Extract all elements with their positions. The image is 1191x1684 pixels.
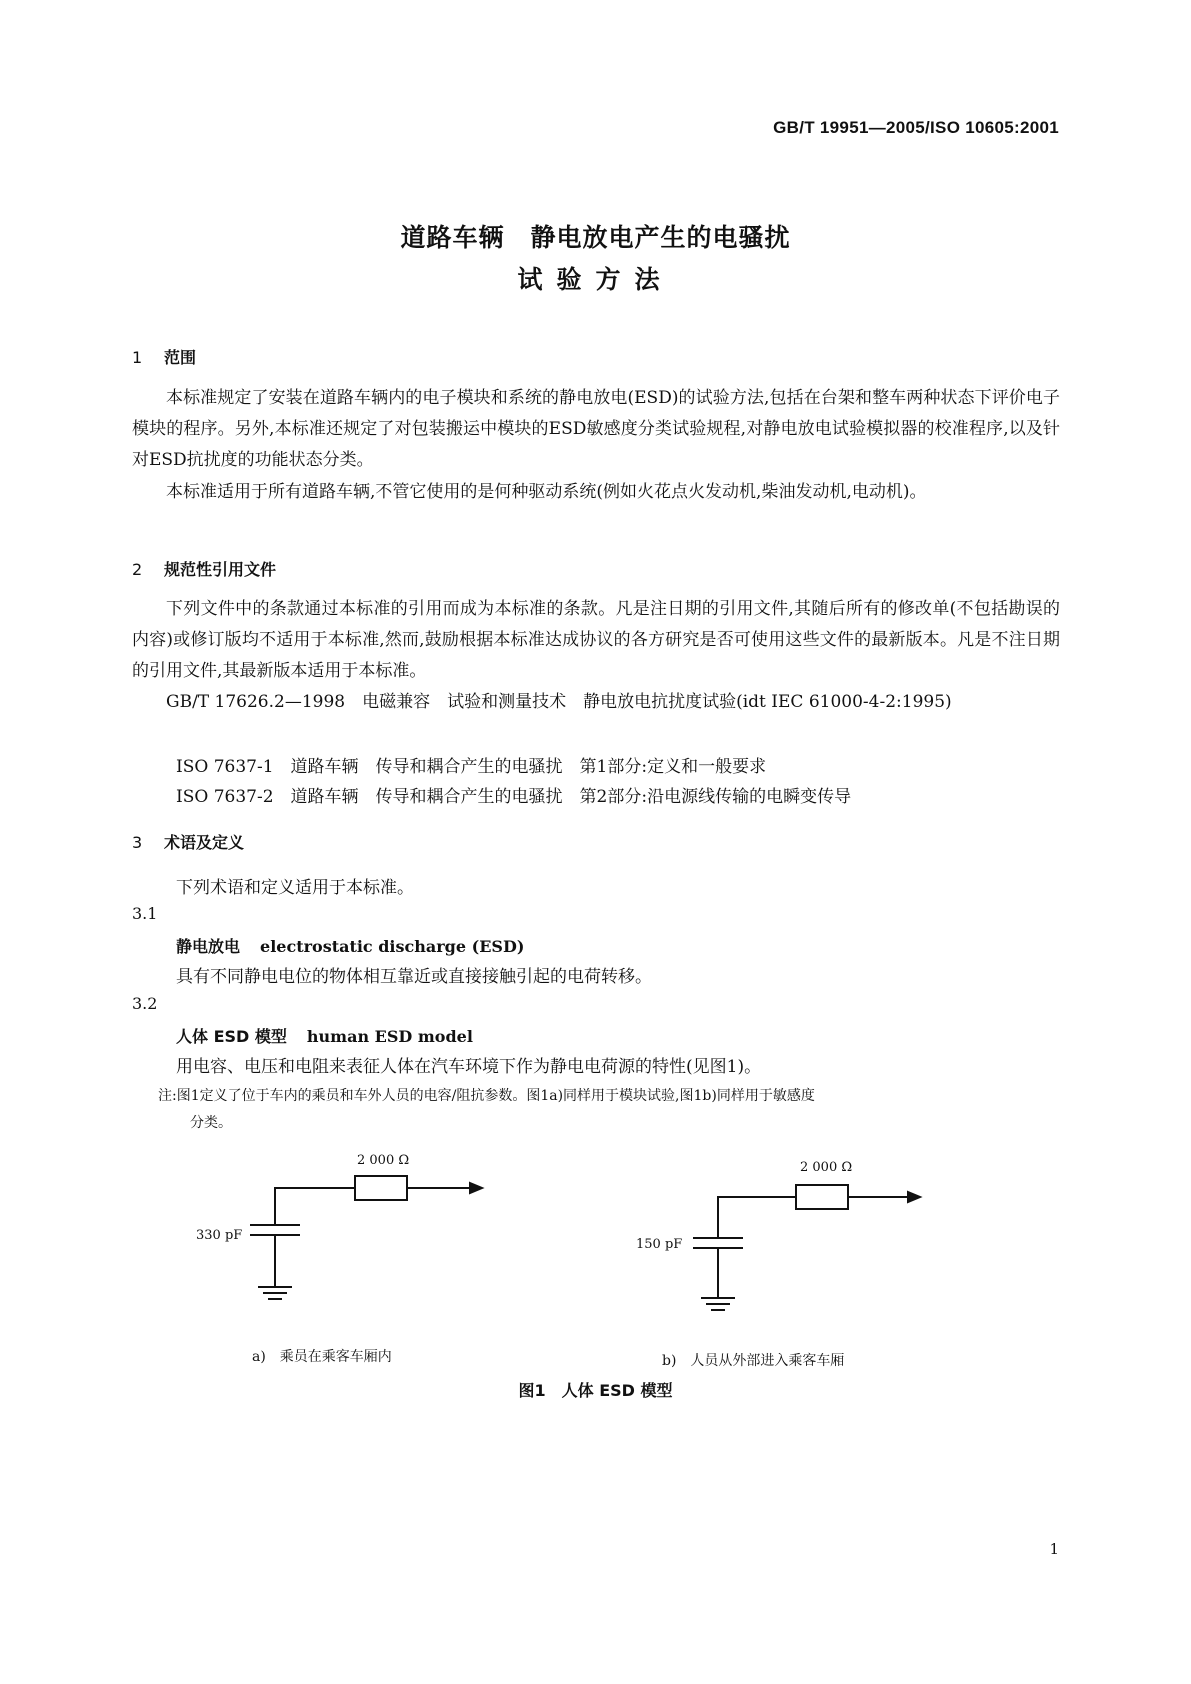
- figure-1b-label: b) 人员从外部进入乘客车厢: [662, 1353, 845, 1369]
- figure-1-diagram: [0, 1140, 1191, 1340]
- section-1-heading: [132, 345, 196, 368]
- normative-reference-1: GB/T 17626.2—1998 电磁兼容 试验和测量技术 静电放电抗扰度试验(idt IEC 61000-4-2:1995): [166, 692, 952, 712]
- capacitor-b-label: 150 pF: [636, 1237, 683, 1252]
- section-title: 规范性引用文件: [164, 560, 277, 579]
- standard-code: GB/T 19951—2005/ISO 10605:2001: [773, 118, 1059, 137]
- term-esd: [176, 934, 524, 957]
- section-title: 范围: [164, 348, 197, 367]
- figure-1a-label: a) 乘员在乘客车厢内: [252, 1349, 392, 1365]
- wire: [718, 1197, 796, 1238]
- definition-human-esd-model: 用电容、电压和电阻来表征人体在汽车环境下作为静电电荷源的特性(见图1)。: [176, 1057, 762, 1077]
- term-english: human ESD model: [306, 1027, 473, 1046]
- resistor-a-label: 2 000 Ω: [357, 1153, 410, 1168]
- resistor-b-label: 2 000 Ω: [800, 1160, 853, 1175]
- definition-esd: 具有不同静电电位的物体相互靠近或直接接触引起的电荷转移。: [176, 967, 652, 987]
- document-title-line2: 试验方法: [517, 265, 674, 294]
- section-number: 1: [132, 348, 143, 367]
- section-1-paragraph-1: 本标准规定了安装在道路车辆内的电子模块和系统的静电放电(ESD)的试验方法,包括在台架和整车两种状态下评价电子模块的程序。另外,本标准还规定了对包装搬运中模块的ESD敏感度分类试验规程,对静电放电试验模拟器的校准程序,以及针对ESD抗扰度的功能状态分类。: [132, 388, 1060, 470]
- resistor-a: [355, 1176, 407, 1200]
- resistor-b: [796, 1185, 848, 1209]
- capacitor-a-label: 330 pF: [196, 1228, 243, 1243]
- section-title: 术语及定义: [164, 833, 245, 852]
- arrow-a: [470, 1183, 482, 1193]
- clause-3-2-number: 3.2: [132, 994, 158, 1013]
- section-3-heading: [132, 830, 244, 853]
- section-number: 3: [132, 833, 143, 852]
- page-number: 1: [1049, 1540, 1059, 1558]
- section-2-heading: [132, 557, 276, 580]
- arrow-b: [908, 1192, 920, 1202]
- note-line-2: 分类。: [190, 1115, 232, 1131]
- term-human-esd-model: [176, 1024, 473, 1047]
- section-3-intro: 下列术语和定义适用于本标准。: [176, 878, 414, 898]
- section-number: 2: [132, 560, 143, 579]
- term-chinese: 静电放电: [176, 937, 241, 956]
- figure-1-caption: 图1 人体 ESD 模型: [518, 1381, 673, 1400]
- term-english: electrostatic discharge (ESD): [260, 937, 525, 956]
- normative-reference-3: ISO 7637-2 道路车辆 传导和耦合产生的电骚扰 第2部分:沿电源线传输的电瞬变传导: [176, 787, 852, 807]
- wire: [275, 1188, 355, 1225]
- circuit-a: [250, 1176, 482, 1299]
- section-1-paragraph-2: 本标准适用于所有道路车辆,不管它使用的是何种驱动系统(例如火花点火发动机,柴油发动机,电动机)。: [166, 482, 927, 502]
- normative-reference-2: ISO 7637-1 道路车辆 传导和耦合产生的电骚扰 第1部分:定义和一般要求: [176, 757, 767, 777]
- circuit-b: [693, 1185, 920, 1310]
- clause-3-1-number: 3.1: [132, 904, 158, 923]
- section-2-paragraph: 下列文件中的条款通过本标准的引用而成为本标准的条款。凡是注日期的引用文件,其随后所有的修改单(不包括勘误的内容)或修订版均不适用于本标准,然而,鼓励根据本标准达成协议的各方研究是否可使用这些文件的最新版本。凡是不注日期的引用文件,其最新版本适用于本标准。: [132, 599, 1060, 681]
- document-title-line1: 道路车辆 静电放电产生的电骚扰: [400, 223, 791, 252]
- term-chinese: 人体 ESD 模型: [176, 1027, 287, 1046]
- note-line-1: 注:图1定义了位于车内的乘员和车外人员的电容/阻抗参数。图1a)同样用于模块试验,图1b)同样用于敏感度: [158, 1088, 815, 1104]
